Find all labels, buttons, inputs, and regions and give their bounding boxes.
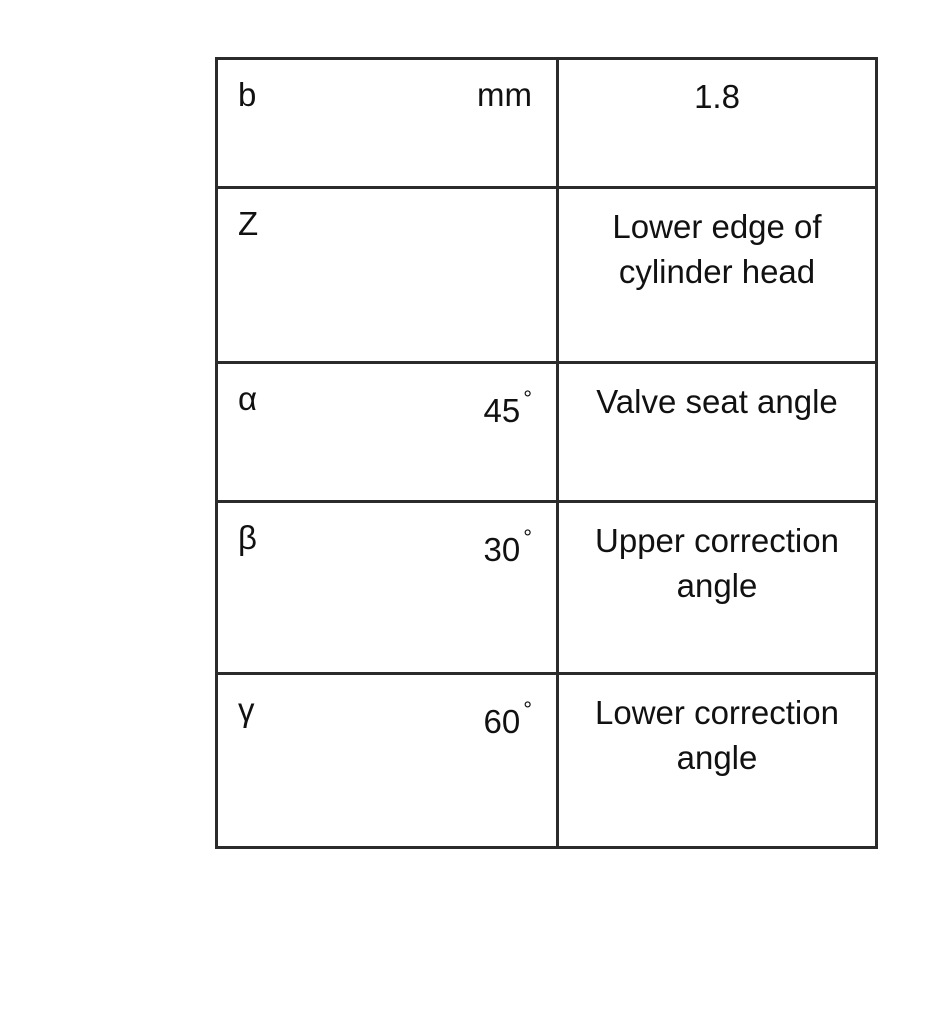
- parameter-cell: [217, 59, 558, 188]
- description-cell: [558, 59, 877, 188]
- description-line: angle: [676, 739, 758, 776]
- parameter-symbol: α: [238, 380, 258, 417]
- parameter-value: 1.8: [694, 78, 740, 115]
- description-line: angle: [676, 567, 758, 604]
- degree-symbol: °: [523, 697, 532, 722]
- description-cell: [558, 363, 877, 502]
- parameter-value: [483, 525, 532, 568]
- table-row: [217, 363, 877, 502]
- description-cell: [558, 188, 877, 363]
- degree-symbol: °: [523, 386, 532, 411]
- description-line: Lower correction: [595, 694, 839, 731]
- angle-value: 45: [483, 392, 521, 429]
- description-line: Upper correction: [595, 522, 839, 559]
- description-cell: [558, 502, 877, 674]
- parameter-cell: [217, 363, 558, 502]
- parameter-description: [559, 189, 875, 294]
- parameter-value: [483, 697, 532, 740]
- parameter-cell: [217, 674, 558, 848]
- parameter-value: [483, 386, 532, 429]
- table-row: [217, 674, 877, 848]
- parameter-table: [215, 57, 878, 849]
- degree-symbol: °: [523, 525, 532, 550]
- parameter-cell: [217, 502, 558, 674]
- parameter-symbol: Z: [238, 205, 259, 242]
- parameter-description: [559, 503, 875, 608]
- description-line: Lower edge of: [612, 208, 822, 245]
- parameter-symbol: b: [238, 76, 257, 113]
- angle-value: 60: [483, 703, 521, 740]
- parameter-description: [559, 675, 875, 780]
- table-row: [217, 502, 877, 674]
- parameter-cell: [217, 188, 558, 363]
- angle-value: 30: [483, 531, 521, 568]
- parameter-symbol: β: [238, 519, 257, 556]
- table-row: [217, 188, 877, 363]
- table-row: [217, 59, 877, 188]
- description-line: cylinder head: [618, 253, 816, 290]
- parameter-description: Valve seat angle: [596, 383, 838, 420]
- parameter-symbol: γ: [238, 691, 255, 728]
- description-cell: [558, 674, 877, 848]
- parameter-unit: mm: [477, 76, 532, 113]
